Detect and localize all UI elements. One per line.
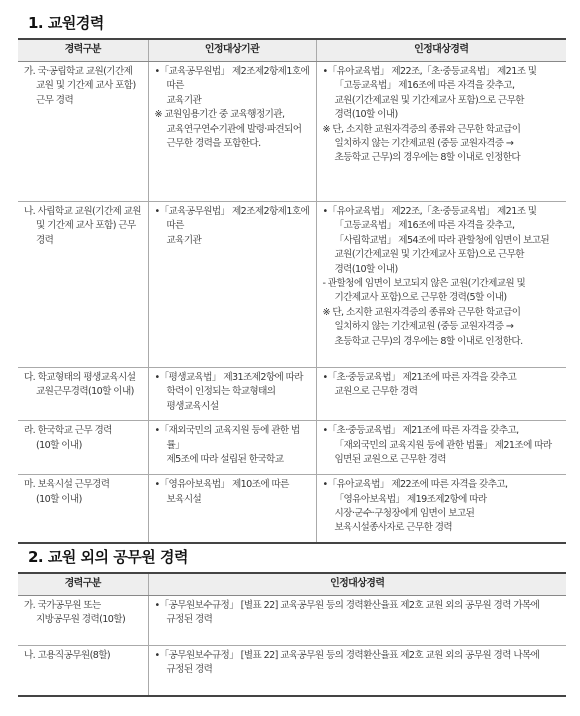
section-1-title: 1. 교원경력 bbox=[28, 14, 104, 32]
career-category-cell: 가. 국가공무원 또는 지방공무원 경력(10할) bbox=[18, 596, 148, 646]
table-header-row bbox=[18, 39, 566, 62]
career-cell: •「초·중등교육법」 제21조에 따른 자격을 갖추고 교원으로 근무한 경력 bbox=[316, 368, 566, 421]
table-header-row bbox=[18, 573, 566, 596]
table-row bbox=[18, 596, 566, 646]
career-category-cell: 다. 학교형태의 평생교육시설 교원근무경력(10할 이내) bbox=[18, 368, 148, 421]
career-category-cell: 라. 한국학교 근무 경력 (10할 이내) bbox=[18, 421, 148, 475]
career-category-cell: 나. 고용직공무원(8할) bbox=[18, 646, 148, 696]
career-cell: •「유아교육법」 제22조에 따른 자격을 갖추고, 「영유아보육법」 제19조제2항에 따라 시장·군수·구청장에게 임면이 보고된 보육시설종사자로 근무한 경력 bbox=[316, 475, 566, 543]
institution-cell: •「영유아보육법」 제10조에 따른 보육시설 bbox=[148, 475, 316, 543]
career-cell: •「공무원보수규정」 [별표 22] 교육공무원 등의 경력환산율표 제2호 교원 외의 공무원 경력 가목에 규정된 경력 bbox=[148, 596, 566, 646]
table-row bbox=[18, 421, 566, 475]
header-career-category: 경력구분 bbox=[18, 39, 148, 62]
table-row bbox=[18, 475, 566, 543]
header-recognized-career: 인정대상경력 bbox=[148, 573, 566, 596]
table-row bbox=[18, 202, 566, 368]
section-2-title: 2. 교원 외의 공무원 경력 bbox=[28, 548, 188, 566]
non-teacher-career-table bbox=[18, 572, 566, 697]
career-cell: •「공무원보수규정」 [별표 22] 교육공무원 등의 경력환산율표 제2호 교원 외의 공무원 경력 나목에 규정된 경력 bbox=[148, 646, 566, 696]
career-cell: •「유아교육법」 제22조,「초·중등교육법」 제21조 및 「고등교육법」 제16조에 따른 자격을 갖추고, 「사립학교법」 제54조에 따라 관할청에 임면이 보고된 교원(기간제교원 및 기간제교사 포함)으로 근무한 경력(10할 이내) - 관할청에 임면이 보고되지 않은 교원(기간제교원 및 기간제교사 포함)으로 근무한 경력(5할 이내) ※ 단, 소지한 교원자격증의 종류와 근무한 학교급이 일치하지 않는 기간제교원 (중등 교원자격증 → 초등학교 근무)의 경우에는 8할 이내로 인정한다. bbox=[316, 202, 566, 368]
career-cell: •「초·중등교육법」 제21조에 따른 자격을 갖추고, 「재외국민의 교육지원 등에 관한 법률」 제21조에 따라 임면된 교원으로 근무한 경력 bbox=[316, 421, 566, 475]
career-category-cell: 가. 국·공립학교 교원(기간제 교원 및 기간제 교사 포함) 근무 경력 bbox=[18, 62, 148, 202]
institution-cell: •「교육공무원법」 제2조제2항제1호에 따른 교육기관 ※ 교원임용기간 중 교육행정기관, 교육연구연수기관에 발령·파견되어 근무한 경력을 포함한다. bbox=[148, 62, 316, 202]
career-cell: •「유아교육법」 제22조,「초·중등교육법」 제21조 및 「고등교육법」 제16조에 따른 자격을 갖추고, 교원(기간제교원 및 기간제교사 포함)으로 근무한 경력(10할 이내) ※ 단, 소지한 교원자격증의 종류와 근무한 학교급이 일치하지 않는 기간제교원 (중등 교원자격증 → 초등학교 근무)의 경우에는 8할 이내로 인정한다 bbox=[316, 62, 566, 202]
institution-cell: •「평생교육법」 제31조제2항에 따라 학력이 인정되는 학교형태의 평생교육시설 bbox=[148, 368, 316, 421]
table-row bbox=[18, 646, 566, 696]
header-recognized-institution: 인정대상기관 bbox=[148, 39, 316, 62]
career-category-cell: 나. 사립학교 교원(기간제 교원 및 기간제 교사 포함) 근무 경력 bbox=[18, 202, 148, 368]
header-recognized-career: 인정대상경력 bbox=[316, 39, 566, 62]
institution-cell: •「교육공무원법」 제2조제2항제1호에 따른 교육기관 bbox=[148, 202, 316, 368]
table-row bbox=[18, 368, 566, 421]
table-row bbox=[18, 62, 566, 202]
teacher-career-table bbox=[18, 38, 566, 544]
header-career-category: 경력구분 bbox=[18, 573, 148, 596]
institution-cell: •「재외국민의 교육지원 등에 관한 법률」 제5조에 따라 설립된 한국학교 bbox=[148, 421, 316, 475]
career-category-cell: 마. 보육시설 근무경력 (10할 이내) bbox=[18, 475, 148, 543]
